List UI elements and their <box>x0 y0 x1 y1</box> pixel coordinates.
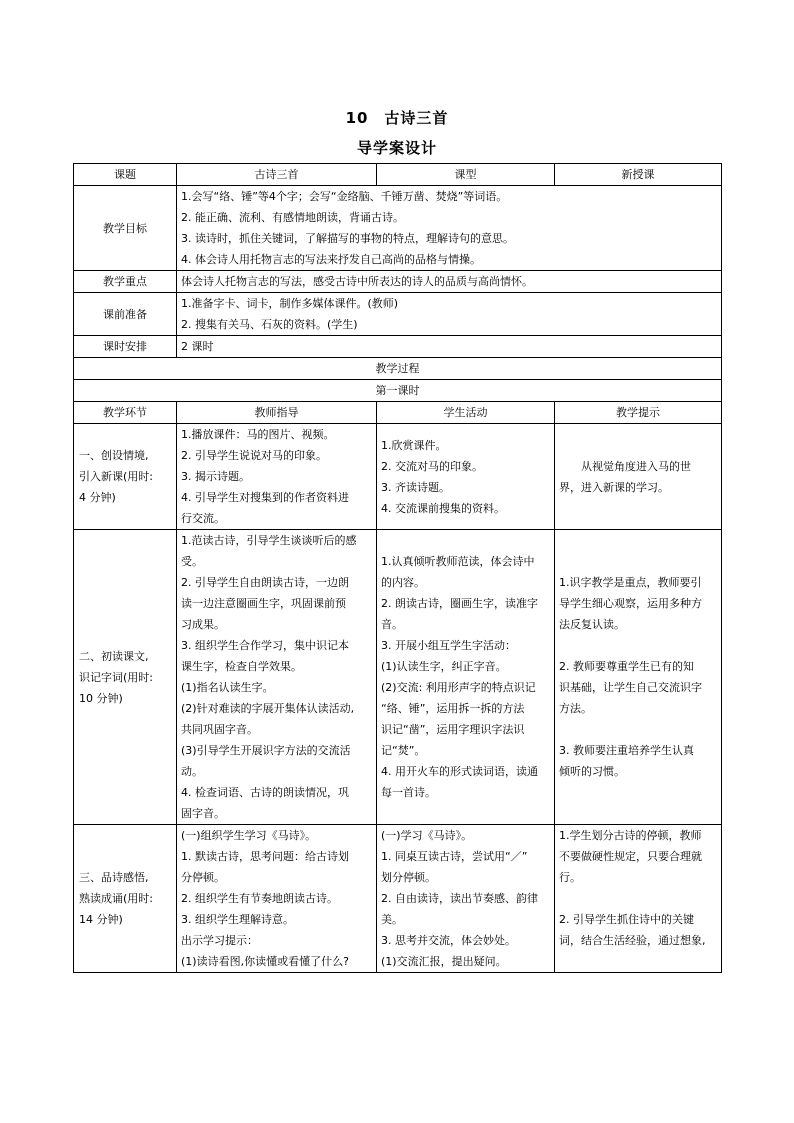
stage-row-1 <box>74 424 722 530</box>
stage-label-line: 10 分钟) <box>79 691 123 705</box>
tip-line: 2. 教师要尊重学生已有的知 <box>559 660 694 673</box>
student-line: 4. 用开火车的形式读词语，读通 <box>381 765 538 778</box>
teaching-tip <box>555 825 722 973</box>
student-line: 记“焚”。 <box>381 744 426 757</box>
teacher-line: 读一边注意圈画生字，巩固课前预 <box>181 597 346 610</box>
period-title-row <box>74 380 722 402</box>
goal-item: 2. 能正确、流利、有感情地朗读，背诵古诗。 <box>181 211 404 224</box>
student-line: (1)交流汇报，提出疑问。 <box>381 955 507 968</box>
prep-cell <box>177 293 722 336</box>
teacher-line: (1)指名认读生字。 <box>181 681 274 694</box>
teacher-line: 2. 引导学生自由朗读古诗，一边朗 <box>181 576 349 589</box>
teacher-line: 固字音。 <box>181 807 225 820</box>
student-line: 4. 交流课前搜集的资料。 <box>381 501 505 515</box>
prep-item: 2. 搜集有关马、石灰的资料。(学生) <box>181 318 358 331</box>
student-line: (1)认读生字，纠正字音。 <box>381 660 507 673</box>
teacher-line: 共同巩固字音。 <box>181 723 258 736</box>
time-label: 课时安排 <box>74 336 177 358</box>
col-tips-header: 教学提示 <box>555 402 722 424</box>
student-line: 美。 <box>381 913 403 926</box>
student-line: 3. 齐读诗题。 <box>381 480 450 494</box>
process-title-row <box>74 358 722 380</box>
tip-line: 方法。 <box>559 702 592 715</box>
stage-label-line: 识记字词(用时: <box>79 670 153 684</box>
teacher-line: (1)读诗看图,你读懂或看懂了什么? <box>181 955 349 968</box>
student-line: 3. 开展小组互学生字活动： <box>381 639 516 652</box>
tip-line: 不要做硬性规定，只要合理就 <box>559 850 702 863</box>
student-line: 划分停顿。 <box>381 871 436 884</box>
teacher-line: 1.范读古诗，引导学生谈谈听后的感 <box>181 534 357 547</box>
student-line: 1.欣赏课件。 <box>381 438 447 452</box>
stage-label-line: 14 分钟) <box>79 913 123 926</box>
student-line: 3. 思考并交流，体会妙处。 <box>381 934 516 947</box>
teaching-tip <box>555 530 722 825</box>
stage-label-line: 熟读成诵(用时: <box>79 892 153 905</box>
teacher-line: 1.播放课件：马的图片、视频。 <box>181 428 335 441</box>
tip-line: 导学生细心观察，运用多种方 <box>559 597 702 610</box>
student-line: (一)学习《马诗》。 <box>381 829 473 842</box>
tip-line: 1.识字教学是重点，教师要引 <box>559 576 702 589</box>
teacher-line: 4. 检查词语、古诗的朗读情况，巩 <box>181 786 349 799</box>
student-line: 2. 交流对马的印象。 <box>381 459 483 473</box>
goal-item: 1.会写“络、锤”等4个字；会写“金络脑、千锤万凿、焚烧”等词语。 <box>181 190 508 203</box>
student-activity <box>377 424 555 530</box>
student-line: 1. 同桌互读古诗，尝试用“／” <box>381 850 528 863</box>
tip-line: 行。 <box>559 871 581 884</box>
tip-spacer <box>559 888 717 909</box>
prep-item: 1.准备字卡、词卡，制作多媒体课件。(教师) <box>181 297 399 310</box>
teacher-line: 行交流。 <box>181 512 225 525</box>
stage-label <box>74 530 177 825</box>
teaching-tip <box>555 424 722 530</box>
tip-line: 3. 教师要注重培养学生认真 <box>559 744 694 757</box>
teacher-line: 2. 引导学生说说对马的印象。 <box>181 449 327 462</box>
col-teacher-header: 教师指导 <box>177 402 377 424</box>
period-title: 第一课时 <box>74 380 722 402</box>
prep-label: 课前准备 <box>74 293 177 336</box>
stage-label-line: 4 分钟) <box>79 491 116 504</box>
teacher-line: 动。 <box>181 765 203 778</box>
teacher-line: 课生字，检查自学效果。 <box>181 660 302 673</box>
process-header-row <box>74 402 722 424</box>
teacher-line: 3. 组织学生合作学习，集中识记本 <box>181 639 349 652</box>
student-activity <box>377 530 555 825</box>
col-stage-header: 教学环节 <box>74 402 177 424</box>
teacher-line: (3)引导学生开展识字方法的交流活 <box>181 744 351 757</box>
tip-line: 倾听的习惯。 <box>559 765 625 778</box>
prep-row <box>74 293 722 336</box>
teacher-line: (2)针对难读的字展开集体认读活动, <box>181 702 355 715</box>
teacher-line: 受。 <box>181 555 203 568</box>
student-line: 音。 <box>381 618 403 631</box>
tip-spacer <box>559 719 717 740</box>
time-row <box>74 336 722 358</box>
student-line: (2)交流: 利用形声字的特点识记 <box>381 681 536 694</box>
teacher-line: 3. 组织学生理解诗意。 <box>181 913 294 926</box>
teacher-line: 2. 组织学生有节奏地朗读古诗。 <box>181 892 338 905</box>
teacher-line: 出示学习提示： <box>181 934 258 947</box>
document-subtitle: 导学案设计 <box>356 139 437 157</box>
stage-label-line: 三、品诗感悟, <box>79 871 149 884</box>
goal-item: 4. 体会诗人用托物言志的写法来抒发自己高尚的品格与情操。 <box>181 253 481 266</box>
stage-label-line: 引入新课(用时: <box>79 470 153 483</box>
stage-row-3 <box>74 825 722 973</box>
tip-line: 词，结合生活经验，通过想象, <box>559 934 706 947</box>
teacher-line: 1. 默读古诗，思考问题：给古诗划 <box>181 850 349 863</box>
teacher-line: 分停顿。 <box>181 871 225 884</box>
stage-label-line: 二、初读课文, <box>79 649 149 663</box>
student-line: 识记“凿”，运用字理识字法识 <box>381 723 525 736</box>
stage-label <box>74 424 177 530</box>
key-label: 教学重点 <box>74 271 177 293</box>
topic-label: 课题 <box>74 164 177 186</box>
key-value: 体会诗人托物言志的写法，感受古诗中所表达的诗人的品质与高尚情怀。 <box>177 271 722 293</box>
type-value: 新授课 <box>555 164 722 186</box>
lesson-title: 10 古诗三首 <box>345 109 449 127</box>
student-line: 2. 自由读诗，读出节奏感、韵律 <box>381 892 538 905</box>
student-activity <box>377 825 555 973</box>
teacher-line: 3. 揭示诗题。 <box>181 470 250 483</box>
key-row <box>74 271 722 293</box>
student-line: “络、锤”，运用拆一拆的方法 <box>381 702 525 715</box>
topic-value: 古诗三首 <box>177 164 377 186</box>
goal-item: 3. 读诗时，抓住关键词，了解描写的事物的特点，理解诗句的意思。 <box>181 232 514 245</box>
student-line: 的内容。 <box>381 576 425 589</box>
student-line: 2. 朗读古诗，圈画生字，读准字 <box>381 597 538 610</box>
lesson-plan-table <box>73 163 722 973</box>
tip-line: 识基础，让学生自己交流识字 <box>559 681 702 694</box>
tip-line: 法反复认读。 <box>559 618 625 631</box>
tip-line: 1.学生划分古诗的停顿，教师 <box>559 829 702 842</box>
teacher-line: (一)组织学生学习《马诗》。 <box>181 829 317 842</box>
tip-line: 界，进入新课的学习。 <box>559 480 669 494</box>
stage-label-line: 一、创设情境, <box>79 449 149 462</box>
teacher-line: 习成果。 <box>181 618 225 631</box>
col-student-header: 学生活动 <box>377 402 555 424</box>
teacher-guidance <box>177 530 377 825</box>
stage-row-2 <box>74 530 722 825</box>
goals-label: 教学目标 <box>74 186 177 271</box>
goals-row <box>74 186 722 271</box>
tip-line: 2. 引导学生抓住诗中的关键 <box>559 913 694 926</box>
type-label: 课型 <box>377 164 555 186</box>
stage-label <box>74 825 177 973</box>
teacher-guidance <box>177 424 377 530</box>
student-line: 每一首诗。 <box>381 786 436 799</box>
teacher-guidance <box>177 825 377 973</box>
student-line: 1.认真倾听教师范读，体会诗中 <box>381 555 535 568</box>
teacher-line: 4. 引导学生对搜集到的作者资料进 <box>181 491 349 504</box>
topic-row <box>74 164 722 186</box>
process-title: 教学过程 <box>74 358 722 380</box>
tip-spacer <box>559 635 717 656</box>
time-value: 2 课时 <box>177 336 722 358</box>
goals-cell <box>177 186 722 271</box>
tip-line: 从视觉角度进入马的世 <box>581 459 691 473</box>
